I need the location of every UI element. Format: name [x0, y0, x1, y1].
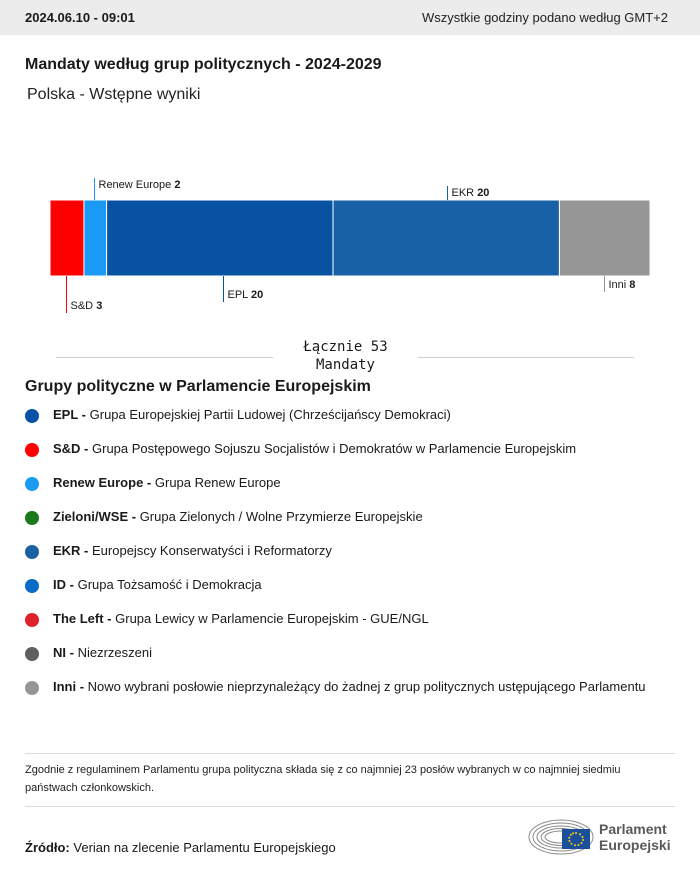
legend-item-sd	[25, 440, 665, 458]
datetime: 2024.06.10 - 09:01	[25, 10, 135, 25]
legend-desc: Europejscy Konserwatyści i Reformatorzy	[92, 543, 332, 558]
bar-label-renew-europe: Renew Europe 2	[98, 179, 181, 191]
legend-dot	[25, 681, 39, 695]
legend-abbr: EPL -	[53, 407, 86, 422]
regulation-note: Zgodnie z regulaminem Parlamentu grupa polityczna składa się z co najmniej 23 posłów wybranych w co najmniej siedmiu państwach członkowskich.	[25, 764, 621, 794]
source	[25, 840, 336, 855]
bar-segment-epl	[107, 200, 333, 276]
legend-desc: Grupa Europejskiej Partii Ludowej (Chrześcijańscy Demokraci)	[89, 407, 451, 422]
legend-abbr: NI -	[53, 645, 74, 660]
legend-item-greens	[25, 508, 665, 526]
bar-label-ekr: EKR 20	[451, 187, 490, 199]
logo-text-line1: Parlament	[599, 821, 667, 837]
legend-abbr: The Left -	[53, 611, 112, 626]
total-seats-label	[273, 338, 418, 374]
groups-title: Grupy polityczne w Parlamencie Europejskim	[25, 378, 371, 395]
legend-dot	[25, 545, 39, 559]
legend-abbr: Zieloni/WSE -	[53, 509, 137, 524]
bar-label-epl: EPL 20	[227, 289, 264, 301]
source-text: Verian na zlecenie Parlamentu Europejskiego	[73, 840, 336, 855]
bar-segment-renew-europe	[84, 200, 107, 276]
bar-label-s-d: S&D 3	[70, 300, 103, 312]
bar-segment-s-d	[50, 200, 84, 276]
groups-legend	[25, 406, 665, 712]
bar-segment-ekr	[333, 200, 559, 276]
legend-desc: Grupa Renew Europe	[154, 475, 281, 490]
top-bar	[0, 0, 700, 35]
parliament-hemicycle-icon	[528, 815, 594, 855]
logo-text-line2: Europejski	[599, 837, 671, 853]
divider	[25, 753, 675, 754]
legend-desc: Grupa Lewicy w Parlamencie Europejskim - GUE/NGL	[115, 611, 429, 626]
legend-desc: Niezrzeszeni	[77, 645, 152, 660]
legend-abbr: EKR -	[53, 543, 89, 558]
legend-dot	[25, 443, 39, 457]
total-seats-count: Łącznie 53	[303, 339, 388, 355]
legend-item-left	[25, 610, 665, 628]
legend-item-ni	[25, 644, 665, 662]
legend-item-epl	[25, 406, 665, 424]
legend-dot	[25, 647, 39, 661]
source-label: Źródło:	[25, 840, 70, 855]
legend-abbr: Renew Europe -	[53, 475, 152, 490]
legend-item-id	[25, 576, 665, 594]
legend-dot	[25, 579, 39, 593]
legend-desc: Grupa Zielonych / Wolne Przymierze Europejskie	[139, 509, 423, 524]
legend-abbr: ID -	[53, 577, 74, 592]
legend-dot	[25, 511, 39, 525]
legend-dot	[25, 477, 39, 491]
bar-segment-inni	[559, 200, 650, 276]
chart-subtitle: Polska - Wstępne wyniki	[27, 86, 201, 103]
legend-desc: Grupa Tożsamość i Demokracja	[77, 577, 262, 592]
legend-dot	[25, 613, 39, 627]
legend-desc: Nowo wybrani posłowie nieprzynależący do żadnej z grup politycznych ustępującego Parlamentu	[87, 679, 646, 694]
logo-text	[599, 821, 671, 853]
european-parliament-logo	[528, 815, 678, 855]
legend-abbr: Inni -	[53, 679, 85, 694]
legend-item-ekr	[25, 542, 665, 560]
legend-desc: Grupa Postępowego Sojuszu Socjalistów i Demokratów w Parlamencie Europejskim	[92, 441, 577, 456]
divider-right	[418, 357, 634, 358]
timezone-note: Wszystkie godziny podano według GMT+2	[421, 10, 668, 25]
legend-abbr: S&D -	[53, 441, 89, 456]
chart-title: Mandaty według grup politycznych - 2024-2029	[25, 56, 382, 73]
legend-item-others	[25, 678, 665, 696]
total-seats	[0, 338, 700, 378]
seats-bar-chart	[0, 160, 700, 320]
legend-item-renew	[25, 474, 665, 492]
divider-left	[56, 357, 273, 358]
divider	[25, 806, 675, 807]
total-seats-unit: Mandaty	[315, 357, 375, 373]
bar-label-inni: Inni 8	[608, 279, 636, 291]
legend-dot	[25, 409, 39, 423]
